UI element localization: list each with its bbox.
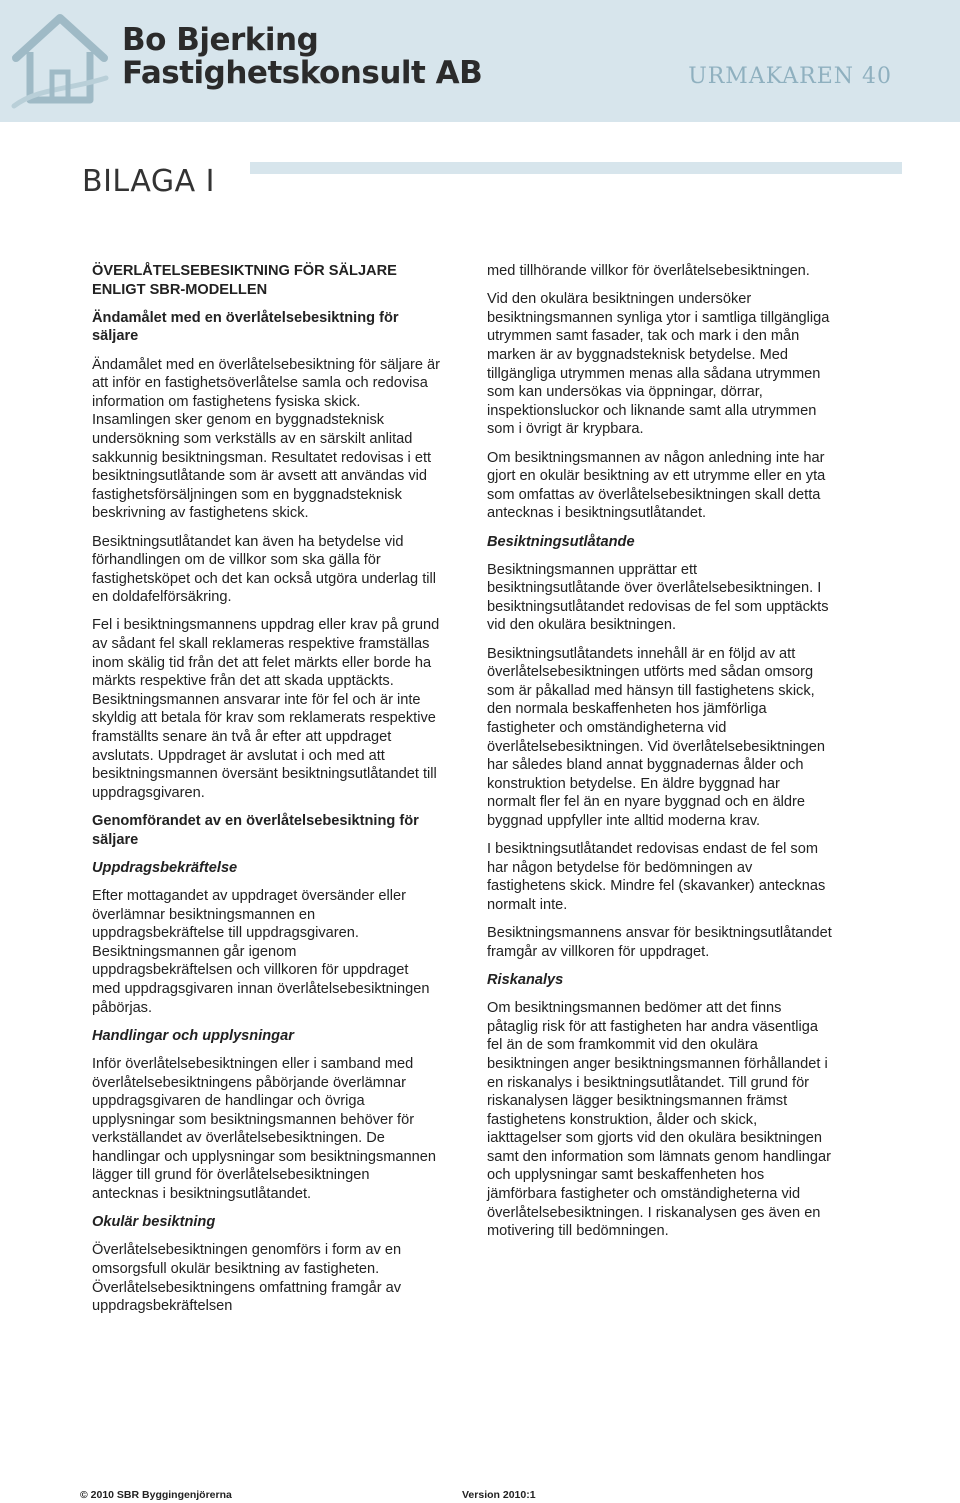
- paragraph: I besiktningsutlåtandet redovisas endast de fel som har någon betydelse för bedömningen av fastighetens skick. Mindre fel (skavanker) antecknas normalt inte.: [487, 841, 826, 913]
- page-title: BILAGA I: [82, 164, 215, 199]
- section-heading: ÖVERLÅTELSEBESIKTNING FÖR SÄLJARE ENLIGT SBR-MODELLEN: [92, 263, 397, 298]
- paragraph: Besiktningsutlåtandet kan även ha betydelse vid förhandlingen om de villkor som ska gälla för fastighetsköpet och det kan också utgöra underlag till en doldafelförsäkring.: [92, 533, 436, 606]
- paragraph: Ändamålet med en överlåtelsebesiktning för säljare är att inför en fastighetsöverlåtelse samla och redovisa information om fastighetens fysiska skick. Insamlingen sker genom en byggnadsteknisk undersökning som verkställs av en särskilt anlitad sakkunnig besiktningsman. Resultatet redovisas i ett besiktningsutlåtande som är avsett att användas vid fastighetsförsäljningen som en byggnadsteknisk beskrivning av fastighetens skick.: [92, 356, 441, 522]
- company-name: [122, 24, 482, 91]
- paragraph: Om besiktningsmannen av någon anledning inte har gjort en okulär besiktning av ett utrymme eller en yta som omfattas av överlåtelsebesiktningen skall detta antecknas i besiktningsutlåtandet.: [487, 449, 826, 522]
- section-heading: Genomförandet av en överlåtelsebesiktning för säljare: [92, 813, 419, 848]
- paragraph: Efter mottagandet av uppdraget översänder eller överlämnar besiktningsmannen en uppdragsbekräftelse till uppdragsgivaren. Besiktningsmannen går igenom uppdragsbekräftelsen och villkoren för uppdraget med uppdragsgivaren innan överlåtelsebesiktningen påbörjas.: [92, 887, 430, 1016]
- paragraph: Vid den okulära besiktningen undersöker besiktningsmannen synliga ytor i samtliga tillgängliga utrymmen samt fasader, tak och mark i den mån marken är av byggnadsteknisk betydelse. Med tillgängliga utrymmen menas alla sådana utrymmen som kan undersökas via öppningar, dörrar, inspektionsluckor och liknande samt alla utrymmen som i övrigt är krypbara.: [487, 291, 830, 438]
- paragraph: Om besiktningsmannen bedömer att det finns påtaglig risk för att fastigheten har andra väsentliga fel än de som framkommit vid den okulära besiktningen anger besiktningsmannen förhållandet i en riskanalys i besiktningsutlåtandet. Till grund för riskanalysen lägger besiktningsmannen främst fastighetens konstruktion, ålder och skick, iakttagelser som gjorts vid den okulära besiktningen samt den information som lämnats genom handlingar och upplysningar samt beskaffenheten hos jämförbara fastigheter och omständigheterna vid överlåtelsebesiktningen. I riskanalysen ges även en motivering till bedömningen.: [487, 1000, 831, 1240]
- paragraph: Överlåtelsebesiktningen genomförs i form av en omsorgsfull okulär besiktning av fastigheten. Överlåtelsebesiktningens omfattning framgår av uppdragsbekräftelsen: [92, 1242, 402, 1315]
- paragraph: Inför överlåtelsebesiktningen eller i samband med överlåtelsebesiktningens påbörjande överlämnar uppdragsgivaren de handlingar och övriga upplysningar som besiktningsmannen behöver för verkställandet av överlåtelsebesiktningen. De handlingar och upplysningar som besiktningsmannen lägger till grund för överlåtelsebesiktningen antecknas i besiktningsutlåtandet.: [92, 1055, 436, 1203]
- footer-copyright: © 2010 SBR Byggingenjörerna: [80, 1489, 232, 1501]
- left-column: [92, 262, 440, 1325]
- paragraph: med tillhörande villkor för överlåtelsebesiktningen.: [487, 263, 810, 279]
- house-logo-icon: [8, 6, 112, 114]
- section-heading: Okulär besiktning: [92, 1214, 216, 1231]
- right-column: [487, 262, 832, 1250]
- paragraph: Besiktningsmannen upprättar ett besiktningsutlåtande över överlåtelsebesiktningen. I besiktningsutlåtandet redovisas de fel som upptäckts vid den okulära besiktningen.: [487, 561, 829, 634]
- paragraph: Besiktningsutlåtandets innehåll är en följd av att överlåtelsebesiktningen utförts med sådan omsorg som är påkallad med hänsyn till fastighetens skick, den normala beskaffenheten hos jämförliga fastigheter och omständigheterna vid överlåtelsebesiktningen. Vid överlåtelsebesiktningen har således bland annat byggnadernas ålder och konstruktion betydelse. En äldre byggnad har normalt fler fel än en nyare byggnad och en äldre byggnad uppfyller inte alltid moderna krav.: [487, 645, 826, 829]
- section-heading: Besiktningsutlåtande: [487, 533, 635, 550]
- paragraph: Besiktningsmannens ansvar för besiktningsutlåtandet framgår av villkoren för uppdraget.: [487, 925, 832, 960]
- footer-version: Version 2010:1: [462, 1489, 536, 1501]
- company-line-1: Bo Bjerking: [122, 22, 319, 58]
- section-heading: Handlingar och upplysningar: [92, 1027, 294, 1044]
- section-heading: Uppdragsbekräftelse: [92, 859, 238, 876]
- section-heading: Ändamålet med en överlåtelsebesiktning för säljare: [92, 309, 399, 345]
- paragraph: Fel i besiktningsmannens uppdrag eller krav på grund av sådant fel skall reklameras respektive framställas inom skälig tid från det att felet märkts eller borde ha märkts respektive från det att skada upptäckts. Besiktningsmannen ansvarar inte för fel och är inte skyldig att betala för krav som reklamerats respektive framställts senare än två år efter att uppdraget avslutats. Uppdraget är avslutat i och med att besiktningsmannen översänt besiktningsutlåtandet till uppdragsgivaren.: [92, 617, 440, 801]
- company-line-2: Fastighetskonsult AB: [122, 55, 483, 92]
- property-address: URMAKAREN 40: [688, 64, 892, 89]
- section-heading: Riskanalys: [487, 971, 564, 988]
- title-bar: [250, 162, 902, 174]
